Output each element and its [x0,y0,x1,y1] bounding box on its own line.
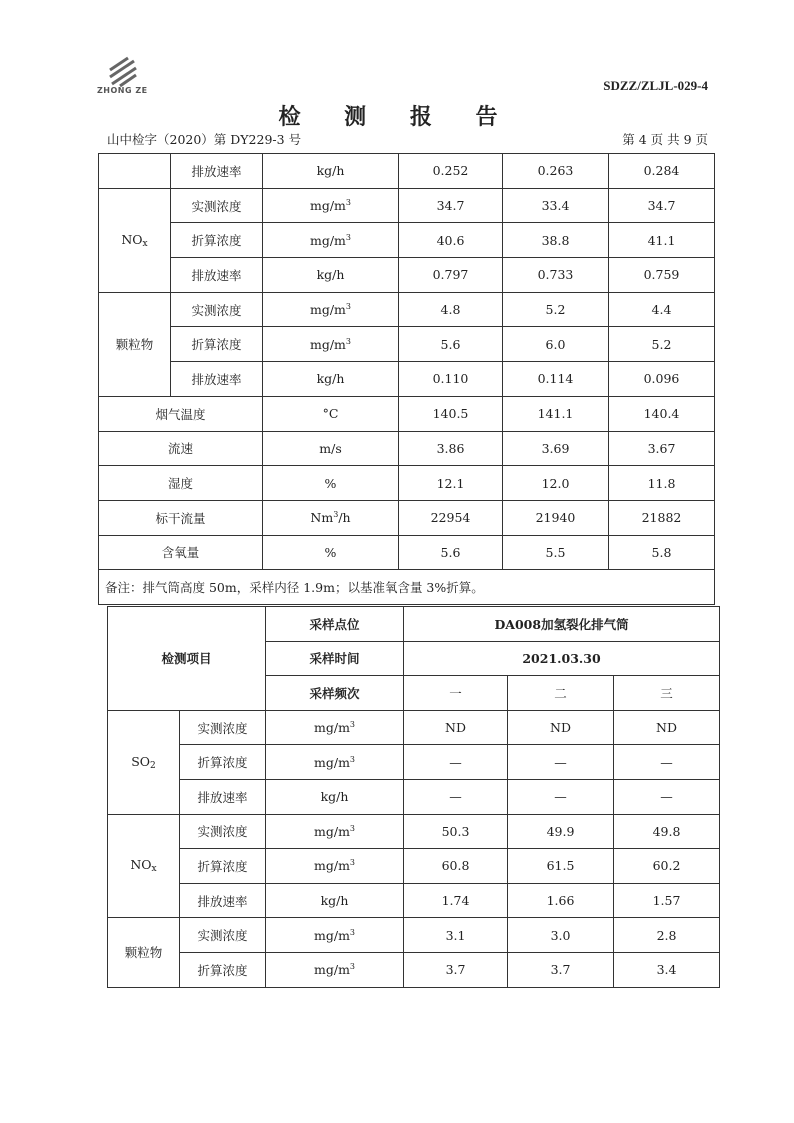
table-row [99,466,715,501]
table-row [108,883,720,918]
table-row [99,188,715,223]
value-cell: 34.7 [609,188,715,223]
value-cell: 61.5 [508,849,614,884]
value-cell: 40.6 [399,223,503,258]
value-cell: 33.4 [503,188,609,223]
value-cell: 3.7 [508,952,614,987]
unit-cell: $mg/m^3$ [263,292,399,327]
row-label: 排放速率 [171,154,263,189]
row-label: 标干流量 [99,500,263,535]
table-row [108,918,720,953]
table-row [99,570,715,605]
row-label: 折算浓度 [171,223,263,258]
table-row [108,607,720,642]
value-cell: 3.67 [609,431,715,466]
group-label-nox: $NO_x$ [99,188,171,292]
row-label: 排放速率 [171,258,263,293]
time-value: 2021.03.30 [404,641,720,676]
value-cell: 4.4 [609,292,715,327]
freq-cell: 三 [614,676,720,711]
value-cell: 3.0 [508,918,614,953]
page-info: 第 4 页 共 9 页 [622,132,708,147]
value-cell: ND [614,710,720,745]
table-row [99,535,715,570]
value-cell: 0.252 [399,154,503,189]
results-table-2 [107,606,720,988]
value-cell: — [508,745,614,780]
value-cell: — [614,779,720,814]
value-cell: 21940 [503,500,609,535]
unit-cell: kg/h [263,154,399,189]
point-label: 采样点位 [266,607,404,642]
table-row [108,745,720,780]
freq-cell: 一 [404,676,508,711]
table-row [99,154,715,189]
row-label: 排放速率 [180,779,266,814]
row-label: 排放速率 [180,883,266,918]
value-cell: 0.096 [609,362,715,397]
row-label: 折算浓度 [180,952,266,987]
value-cell: 38.8 [503,223,609,258]
value-cell: 3.7 [404,952,508,987]
unit-cell: $mg/m^3$ [263,223,399,258]
time-label: 采样时间 [266,641,404,676]
value-cell: 60.8 [404,849,508,884]
value-cell: — [614,745,720,780]
value-cell: ND [404,710,508,745]
value-cell: 0.797 [399,258,503,293]
value-cell: 21882 [609,500,715,535]
value-cell: — [508,779,614,814]
value-cell: 0.110 [399,362,503,397]
value-cell: 0.759 [609,258,715,293]
document-code: SDZZ/ZLJL-029-4 [603,78,708,93]
value-cell: 1.74 [404,883,508,918]
unit-cell: Nm$^3$/h [263,500,399,535]
table-row [99,258,715,293]
value-cell: 5.2 [609,327,715,362]
logo-text: ZHONG ZE [97,86,148,95]
value-cell: 22954 [399,500,503,535]
table-note: 备注：排气筒高度 50m，采样内径 1.9m；以基准氧含量 3%折算。 [99,570,715,605]
value-cell: 60.2 [614,849,720,884]
unit-cell: kg/h [263,258,399,293]
unit-cell: $mg/m^3$ [266,814,404,849]
unit-cell: $mg/m^3$ [266,952,404,987]
value-cell: 3.1 [404,918,508,953]
value-cell: — [404,745,508,780]
value-cell: 1.66 [508,883,614,918]
unit-cell: $mg/m^3$ [266,710,404,745]
row-label: 折算浓度 [180,745,266,780]
table-row [99,223,715,258]
row-label: 含氧量 [99,535,263,570]
value-cell: 5.5 [503,535,609,570]
value-cell: ND [508,710,614,745]
value-cell: 3.4 [614,952,720,987]
page-title: 检 测 报 告 [278,104,516,130]
row-label: 折算浓度 [180,849,266,884]
table-row [108,710,720,745]
value-cell: 0.733 [503,258,609,293]
row-label: 实测浓度 [180,918,266,953]
table-row [108,814,720,849]
value-cell: 11.8 [609,466,715,501]
value-cell: 5.8 [609,535,715,570]
row-label: 烟气温度 [99,396,263,431]
group-label-nox: $NO_x$ [108,814,180,918]
value-cell: 50.3 [404,814,508,849]
unit-cell: % [263,466,399,501]
unit-cell: m/s [263,431,399,466]
value-cell: 49.9 [508,814,614,849]
value-cell: 140.5 [399,396,503,431]
value-cell: 141.1 [503,396,609,431]
row-label: 实测浓度 [180,710,266,745]
table-row [99,396,715,431]
value-cell: 5.2 [503,292,609,327]
results-table-1 [98,153,715,605]
table-cell [99,154,171,189]
value-cell: 5.6 [399,327,503,362]
table-row [99,431,715,466]
value-cell: 0.114 [503,362,609,397]
freq-label: 采样频次 [266,676,404,711]
value-cell: 3.86 [399,431,503,466]
unit-cell: °C [263,396,399,431]
group-label-so2: $SO_2$ [108,710,180,814]
value-cell: 0.284 [609,154,715,189]
group-label-particulate: 颗粒物 [99,292,171,396]
freq-cell: 二 [508,676,614,711]
value-cell: 0.263 [503,154,609,189]
value-cell: 12.0 [503,466,609,501]
row-label: 实测浓度 [180,814,266,849]
row-label: 排放速率 [171,362,263,397]
table-row [108,849,720,884]
unit-cell: % [263,535,399,570]
unit-cell: $mg/m^3$ [266,745,404,780]
value-cell: 12.1 [399,466,503,501]
row-label: 折算浓度 [171,327,263,362]
value-cell: 3.69 [503,431,609,466]
row-label: 实测浓度 [171,292,263,327]
value-cell: 6.0 [503,327,609,362]
value-cell: — [404,779,508,814]
value-cell: 2.8 [614,918,720,953]
value-cell: 49.8 [614,814,720,849]
unit-cell: $mg/m^3$ [266,918,404,953]
table-row [99,292,715,327]
value-cell: 140.4 [609,396,715,431]
report-number: 山中检字（2020）第 DY229-3 号 [107,132,302,147]
value-cell: 34.7 [399,188,503,223]
table-row [108,952,720,987]
row-label: 湿度 [99,466,263,501]
value-cell: 41.1 [609,223,715,258]
table-row [108,779,720,814]
point-value: DA008加氢裂化排气筒 [404,607,720,642]
row-label: 流速 [99,431,263,466]
table-row [99,500,715,535]
unit-cell: $mg/m^3$ [263,327,399,362]
row-label: 实测浓度 [171,188,263,223]
value-cell: 1.57 [614,883,720,918]
unit-cell: $mg/m^3$ [266,849,404,884]
table-row [99,327,715,362]
unit-cell: kg/h [266,779,404,814]
table-row [99,362,715,397]
value-cell: 4.8 [399,292,503,327]
unit-cell: $mg/m^3$ [263,188,399,223]
unit-cell: kg/h [263,362,399,397]
value-cell: 5.6 [399,535,503,570]
unit-cell: kg/h [266,883,404,918]
item-header: 检测项目 [108,607,266,711]
group-label-particulate: 颗粒物 [108,918,180,987]
